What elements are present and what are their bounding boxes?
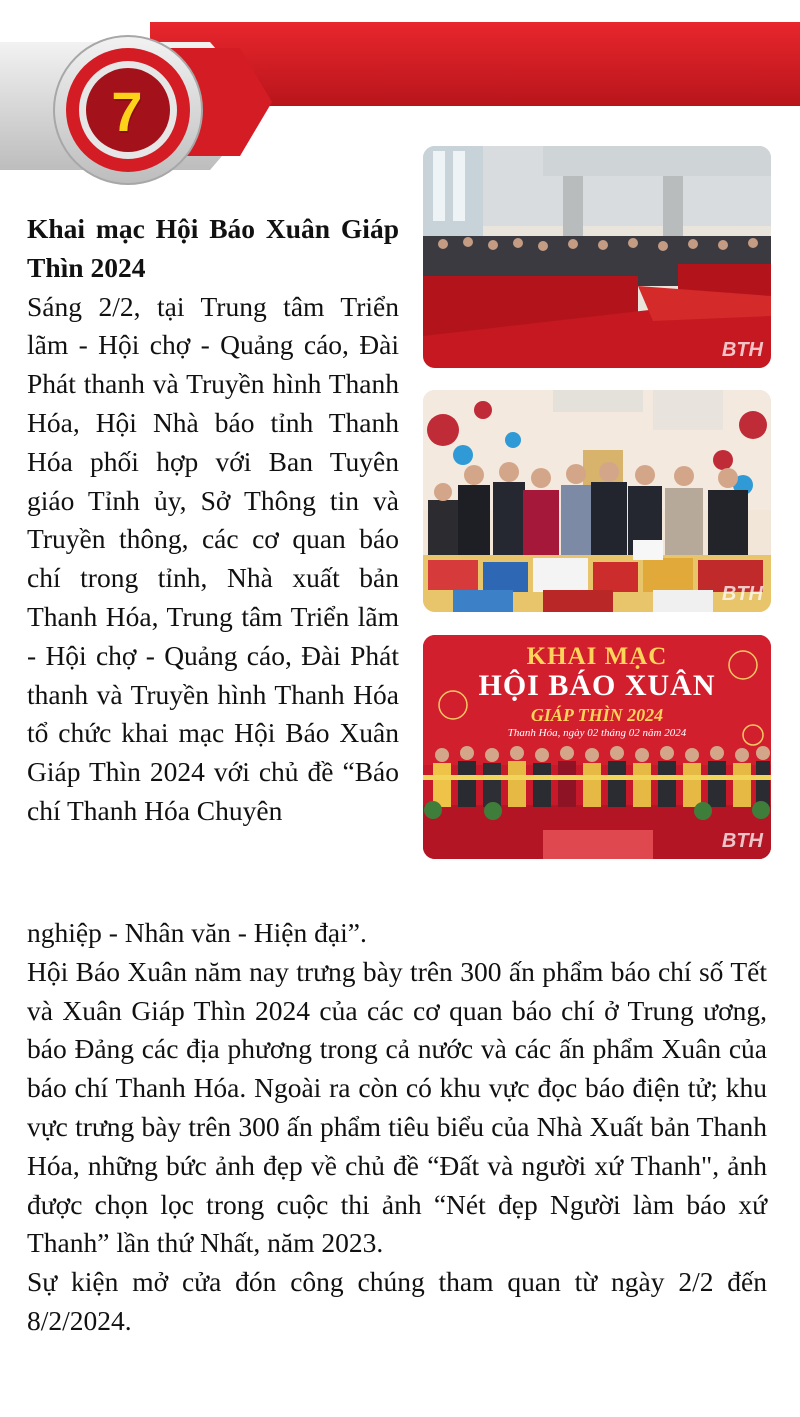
article-intro: Sáng 2/2, tại Trung tâm Triển lãm - Hội chợ - Quảng cáo, Đài Phát thanh và Truyền hình Thanh Hóa, Hội Nhà báo tỉnh Thanh Hóa phối hợp với Ban Tuyên giáo Tỉnh ủy, Sở Thông tin và Truyền thông, các cơ quan báo chí trong tỉnh, Nhà xuất bản Thanh Hóa, Trung tâm Triển lãm - Hội chợ - Quảng cáo, Đài Phát thanh và Truyền hình Thanh Hóa tổ chức khai mạc Hội Báo Xuân Giáp Thìn 2024 với chủ đề “Báo chí Thanh Hóa Chuyên bbox=[27, 290, 399, 826]
article-paragraph-3: Sự kiện mở cửa đón công chúng tham quan từ ngày 2/2 đến 8/2/2024. bbox=[27, 1266, 767, 1336]
article-title: Khai mạc Hội Báo Xuân Giáp Thìn 2024 bbox=[27, 213, 399, 283]
banner-year: GIÁP THÌN 2024 bbox=[530, 705, 664, 725]
photo-watermark: BTH bbox=[721, 830, 763, 852]
photo-officials-viewing bbox=[423, 390, 771, 612]
article-body bbox=[27, 914, 767, 1341]
article-text-column bbox=[27, 210, 399, 831]
photo-watermark: BTH bbox=[721, 339, 763, 361]
article-intro-continued: nghiệp - Nhân văn - Hiện đại”. bbox=[27, 917, 367, 948]
banner-opening: KHAI MẠC bbox=[526, 643, 668, 670]
section-number-badge: 7 bbox=[111, 79, 143, 143]
photo-watermark: BTH bbox=[721, 583, 763, 605]
banner-date: Thanh Hóa, ngày 02 tháng 02 năm 2024 bbox=[507, 727, 687, 739]
banner-event-name: HỘI BÁO XUÂN bbox=[478, 669, 716, 702]
article-paragraph-2: Hội Báo Xuân năm nay trưng bày trên 300 ấn phẩm báo chí số Tết và Xuân Giáp Thìn 2024 của các cơ quan báo chí ở Trung ương, báo Đảng các địa phương trong cả nước và các ấn phẩm Xuân của báo chí Thanh Hóa. Ngoài ra còn có khu vực đọc báo điện tử; khu vực trưng bày trên 300 ấn phẩm tiêu biểu của Nhà Xuất bản Thanh Hóa, những bức ảnh đẹp về chủ đề “Đất và người xứ Thanh", ảnh được chọn lọc trong cuộc thi ảnh “Nét đẹp Người làm báo xứ Thanh” lần thứ Nhất, năm 2023. bbox=[27, 955, 767, 1259]
photo-ribbon-cutting bbox=[423, 635, 771, 859]
photo-conference-hall bbox=[423, 146, 771, 368]
